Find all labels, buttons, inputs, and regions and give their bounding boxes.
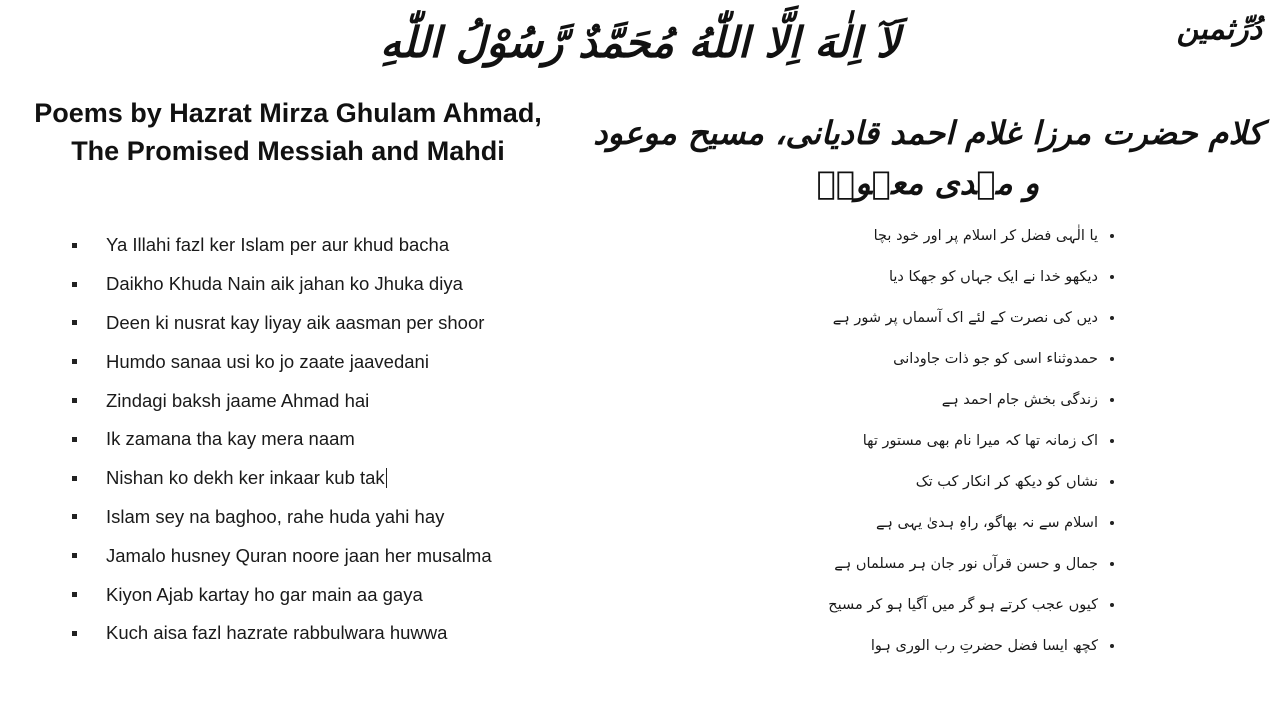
poem-item-ur [828,297,1114,338]
poem-item-en [72,420,492,459]
poem-item-en [72,226,492,265]
poem-title-en: Kuch aisa fazl hazrate rabbulwara huwwa [106,622,448,644]
square-bullet-icon [72,553,77,558]
round-bullet-icon [1110,521,1114,525]
square-bullet-icon [72,243,77,248]
poem-title-en: Ya Illahi fazl ker Islam per aur khud bacha [106,234,450,256]
durr-e-sameen-logo: دُرِّثمین [1176,12,1262,47]
poem-title-en: Kiyon Ajab kartay ho gar main aa gaya [106,583,423,605]
square-bullet-icon [72,282,77,287]
round-bullet-icon [1110,603,1114,607]
square-bullet-icon [72,398,77,403]
poem-item-ur [828,584,1114,625]
poem-title-ur: دیں کی نصرت کے لئے اک آسماں پر شور ہے [832,309,1098,326]
poem-item-en [72,342,492,381]
poem-item-ur [828,461,1114,502]
square-bullet-icon [72,437,77,442]
poem-item-ur [828,338,1114,379]
poem-item-ur [828,420,1114,461]
round-bullet-icon [1110,357,1114,361]
text-cursor [386,468,387,488]
poem-title-ur: یا الٰہی فضل کر اسلام پر اور خود بچا [873,227,1098,244]
kalima-calligraphy: لَآ اِلٰهَ اِلَّا اللّٰهُ مُحَمَّدٌ رَّسُوْلُ اللّٰهِ [380,18,900,67]
poem-title-en: Ik zamana tha kay mera naam [106,428,355,450]
square-bullet-icon [72,631,77,636]
round-bullet-icon [1110,439,1114,443]
english-title-line-2: The Promised Messiah and Mahdi [71,136,505,166]
urdu-title: کلام حضرت مرزا غلام احمد قادیانی، مسیح موعود و مہدی معہودؑ [593,114,1263,202]
poem-item-en [72,459,492,498]
poem-title-ur: نشاں کو دیکھ کر انکار کب تک [915,473,1098,490]
square-bullet-icon [72,359,77,364]
poem-title-en: Zindagi baksh jaame Ahmad hai [106,389,370,411]
poem-title-en: Deen ki nusrat kay liyay aik aasman per shoor [106,311,485,333]
round-bullet-icon [1110,275,1114,279]
square-bullet-icon [72,320,77,325]
english-title-line-1: Poems by Hazrat Mirza Ghulam Ahmad, [34,98,542,128]
poem-title-ur: کیوں عجب کرتے ہو گر میں آگیا ہو کر مسیح [828,596,1098,613]
poem-item-en [72,265,492,304]
poem-title-ur: اسلام سے نہ بھاگو، راہِ ہدیٰ یہی ہے [875,514,1098,531]
poem-item-en [72,614,492,653]
poem-item-en [72,381,492,420]
round-bullet-icon [1110,234,1114,238]
round-bullet-icon [1110,398,1114,402]
square-bullet-icon [72,514,77,519]
poem-title-ur: زندگی بخش جام احمد ہے [941,391,1098,408]
square-bullet-icon [72,476,77,481]
poem-title-ur: دیکھو خدا نے ایک جہاں کو جھکا دیا [888,268,1098,285]
poem-item-ur [828,215,1114,256]
round-bullet-icon [1110,562,1114,566]
poem-item-ur [828,625,1114,666]
square-bullet-icon [72,592,77,597]
poem-title-ur: حمدوثناء اسی کو جو ذات جاودانی [893,350,1098,367]
english-poem-list [72,226,492,653]
poem-title-en: Jamalo husney Quran noore jaan her musalma [106,544,492,566]
poem-title-en: Nishan ko dekh ker inkaar kub tak [106,467,385,489]
poem-item-ur [828,543,1114,584]
poem-title-en: Islam sey na baghoo, rahe huda yahi hay [106,505,445,527]
poem-title-ur: اک زمانہ تھا کہ میرا نام بھی مستور تھا [862,432,1098,449]
poem-item-ur [828,379,1114,420]
poem-item-ur [828,256,1114,297]
poem-title-ur: کچھ ایسا فضل حضرتِ رب الوری ہوا [870,637,1098,654]
poem-item-ur [828,502,1114,543]
english-title [18,94,558,170]
poem-title-en: Daikho Khuda Nain aik jahan ko Jhuka diya [106,273,463,295]
poem-item-en [72,575,492,614]
round-bullet-icon [1110,644,1114,648]
poem-item-en [72,498,492,537]
poem-item-en [72,304,492,343]
poem-title-ur: جمال و حسن قرآں نور جان ہر مسلماں ہے [834,555,1098,572]
round-bullet-icon [1110,480,1114,484]
poem-item-en [72,536,492,575]
urdu-poem-list [828,215,1114,666]
round-bullet-icon [1110,316,1114,320]
poem-title-en: Humdo sanaa usi ko jo zaate jaavedani [106,350,429,372]
